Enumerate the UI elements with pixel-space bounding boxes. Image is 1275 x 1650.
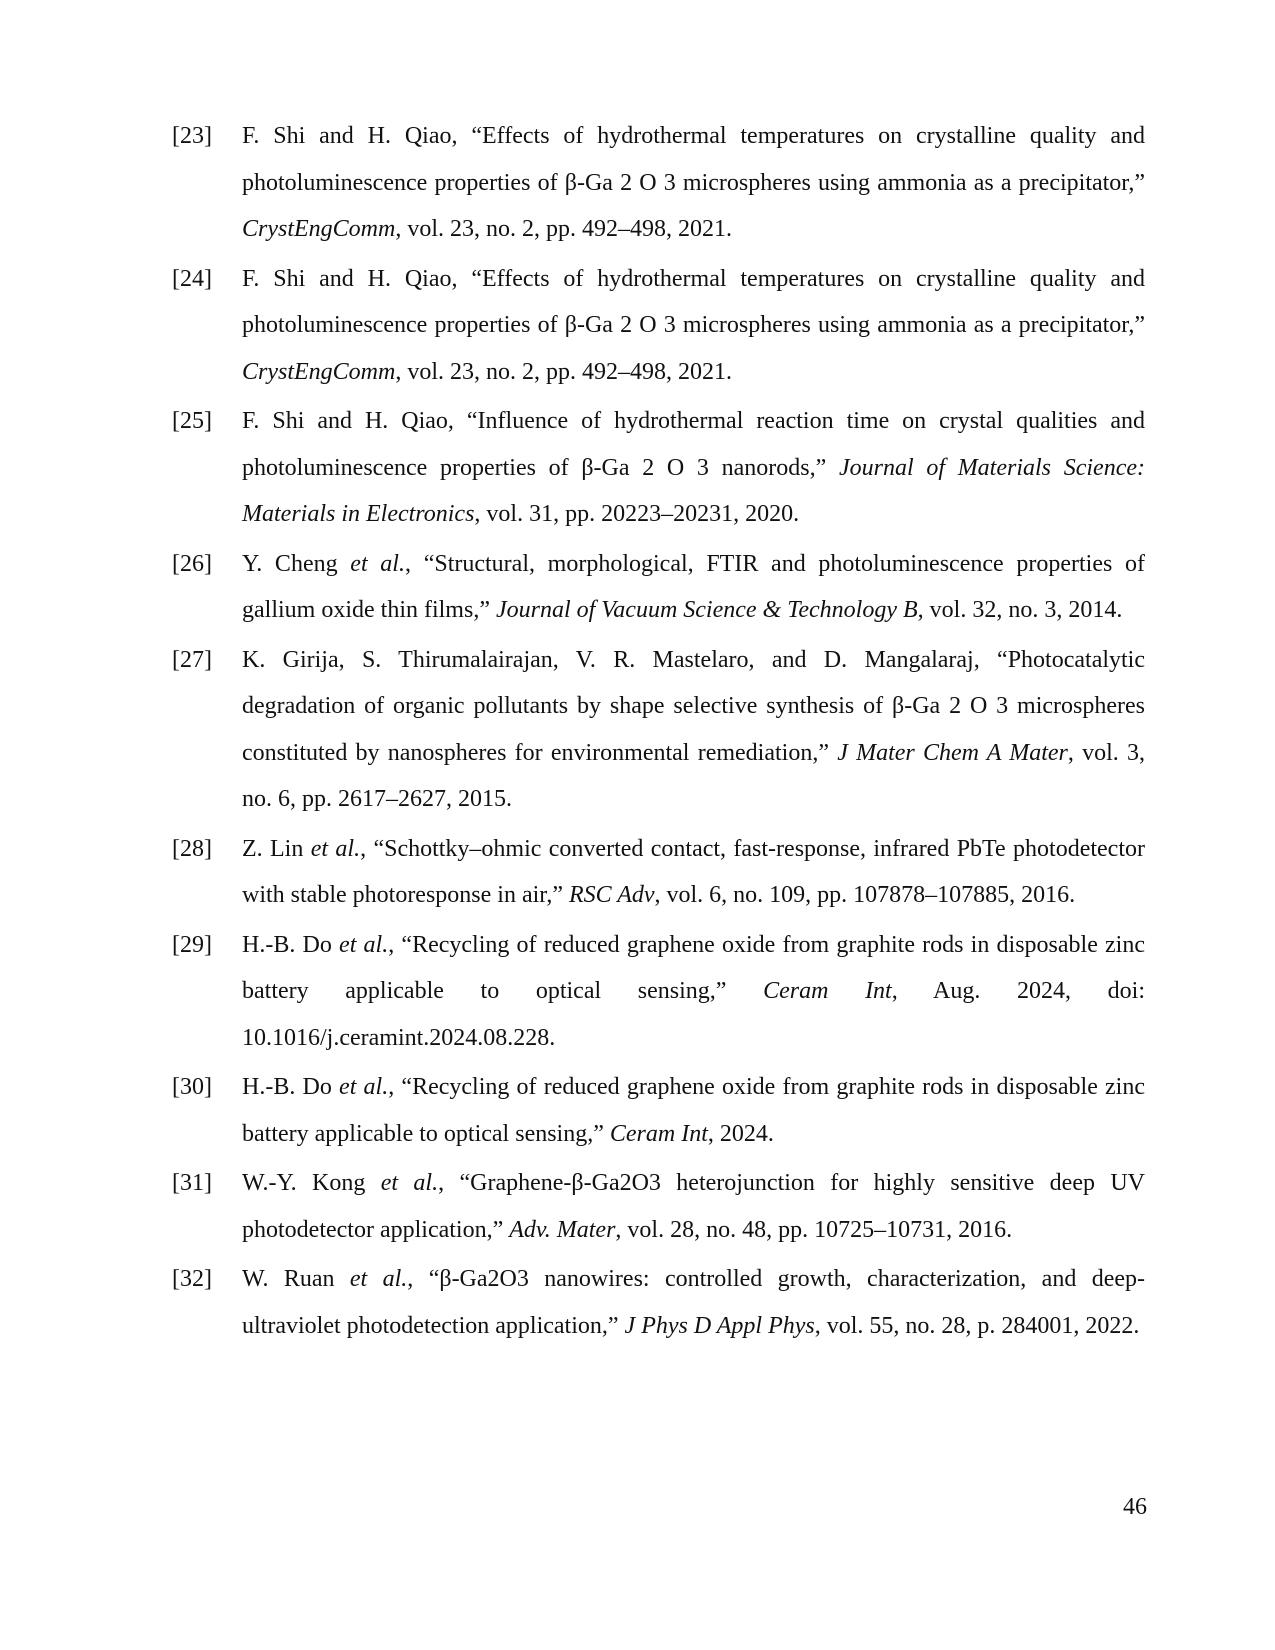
reference-number: [31] <box>172 1170 212 1196</box>
reference-text <box>242 1064 1145 1157</box>
reference-text <box>242 1256 1145 1349</box>
reference-et-al: et al. <box>350 550 405 577</box>
reference-details: , vol. 23, no. 2, pp. 492–498, 2021. <box>395 358 733 385</box>
reference-title: “β-Ga2O3 nanowires: controlled growth, characterization, and deep-ultraviolet photodetection application,” <box>242 1266 1146 1339</box>
reference-journal: Journal of Materials Science: Materials in Electronics <box>242 454 1145 527</box>
reference-et-al: et al. <box>310 835 361 862</box>
reference-after-authors: , <box>388 931 402 958</box>
reference-details: , vol. 23, no. 2, pp. 492–498, 2021. <box>395 216 733 242</box>
page-number: 46 <box>1123 1494 1147 1520</box>
reference-journal: CrystEngComm <box>242 216 396 242</box>
reference-et-al: et al. <box>349 1266 408 1292</box>
reference-after-authors: , <box>360 835 374 862</box>
reference-authors: Y. Cheng <box>242 550 351 577</box>
reference-item <box>0 1064 1275 1157</box>
reference-authors: F. Shi and H. Qiao, <box>242 408 467 434</box>
reference-details: , Aug. 2024, doi: 10.1016/j.ceramint.2024.08.228. <box>242 978 1146 1051</box>
reference-authors: W.-Y. Kong <box>242 1170 381 1196</box>
reference-authors: H.-B. Do <box>242 931 340 958</box>
reference-text <box>242 922 1145 1062</box>
reference-title: “Recycling of reduced graphene oxide from graphite rods in disposable zinc battery applicable to optical sensing,” <box>242 1074 1146 1147</box>
reference-details: , vol. 28, no. 48, pp. 10725–10731, 2016. <box>615 1216 1013 1243</box>
reference-after-authors: , <box>404 550 424 577</box>
reference-details: , 2024. <box>707 1120 774 1147</box>
reference-et-al: et al. <box>339 931 389 958</box>
reference-item <box>0 113 1275 253</box>
reference-authors: H.-B. Do <box>242 1074 340 1100</box>
reference-text <box>242 398 1145 538</box>
reference-list <box>0 113 1275 1352</box>
reference-text <box>242 826 1145 919</box>
reference-authors: Z. Lin <box>242 835 311 862</box>
reference-number: [23] <box>172 123 212 149</box>
reference-item <box>0 1160 1275 1253</box>
reference-journal: J Phys D Appl Phys <box>624 1312 815 1339</box>
reference-authors: K. Girija, S. Thirumalairajan, V. R. Mastelaro, and D. Mangalaraj, <box>242 646 998 673</box>
reference-number: [26] <box>172 550 212 577</box>
reference-text <box>242 113 1145 253</box>
reference-title: “Effects of hydrothermal temperatures on crystalline quality and photoluminescence properties of β-Ga 2 O 3 microspheres using ammonia as a precipitator,” <box>242 265 1146 338</box>
reference-title: “Structural, morphological, FTIR and photoluminescence properties of gallium oxide thin films,” <box>242 550 1146 623</box>
reference-number: [25] <box>172 408 212 434</box>
reference-item <box>0 826 1275 919</box>
reference-authors: W. Ruan <box>242 1266 350 1292</box>
reference-number: [27] <box>172 646 212 673</box>
reference-details: , vol. 55, no. 28, p. 284001, 2022. <box>814 1312 1140 1339</box>
reference-details: , vol. 31, pp. 20223–20231, 2020. <box>474 501 800 527</box>
reference-number: [30] <box>172 1074 212 1100</box>
reference-authors: F. Shi and H. Qiao, <box>242 123 472 149</box>
reference-text <box>242 541 1145 634</box>
reference-authors: F. Shi and H. Qiao, <box>242 265 472 292</box>
reference-after-authors: , <box>438 1170 460 1196</box>
reference-details: , vol. 3, no. 6, pp. 2617–2627, 2015. <box>242 739 1146 812</box>
reference-text <box>242 1160 1145 1253</box>
reference-number: [24] <box>172 265 212 292</box>
reference-title: “Graphene-β-Ga2O3 heterojunction for highly sensitive deep UV photodetector application,” <box>242 1170 1146 1243</box>
reference-number: [32] <box>172 1266 212 1292</box>
reference-et-al: et al. <box>339 1074 389 1100</box>
reference-item <box>0 256 1275 396</box>
reference-journal: Journal of Vacuum Science & Technology B <box>495 597 918 623</box>
reference-title: “Photocatalytic degradation of organic pollutants by shape selective synthesis of β-Ga 2 O 3 microspheres constituted by nanospheres for environmental remediation,” <box>242 646 1145 766</box>
reference-title: “Influence of hydrothermal reaction time on crystal qualities and photoluminescence properties of β-Ga 2 O 3 nanorods,” <box>242 408 1146 481</box>
reference-journal: RSC Adv <box>568 882 655 908</box>
reference-item <box>0 398 1275 538</box>
reference-journal: Ceram Int <box>609 1120 708 1147</box>
reference-title: “Recycling of reduced graphene oxide from graphite rods in disposable zinc battery applicable to optical sensing,” <box>242 931 1146 1004</box>
reference-item <box>0 922 1275 1062</box>
reference-item <box>0 1256 1275 1349</box>
reference-item <box>0 637 1275 823</box>
reference-journal: CrystEngComm <box>242 358 396 385</box>
reference-number: [29] <box>172 931 212 958</box>
reference-text <box>242 256 1145 396</box>
reference-after-authors: , <box>388 1074 402 1100</box>
reference-journal: Adv. Mater <box>509 1216 616 1243</box>
reference-et-al: et al. <box>380 1170 439 1196</box>
reference-after-authors: , <box>407 1266 429 1292</box>
reference-title: “Schottky–ohmic converted contact, fast-response, infrared PbTe photodetector with stable photoresponse in air,” <box>242 835 1145 908</box>
reference-number: [28] <box>172 835 212 862</box>
reference-text <box>242 637 1145 823</box>
reference-details: , vol. 32, no. 3, 2014. <box>917 597 1123 623</box>
reference-item <box>0 541 1275 634</box>
reference-details: , vol. 6, no. 109, pp. 107878–107885, 2016. <box>654 882 1076 908</box>
reference-journal: J Mater Chem A Mater <box>837 739 1068 766</box>
reference-title: “Effects of hydrothermal temperatures on crystalline quality and photoluminescence properties of β-Ga 2 O 3 microspheres using ammonia as a precipitator,” <box>242 123 1146 196</box>
reference-journal: Ceram Int <box>763 978 892 1004</box>
